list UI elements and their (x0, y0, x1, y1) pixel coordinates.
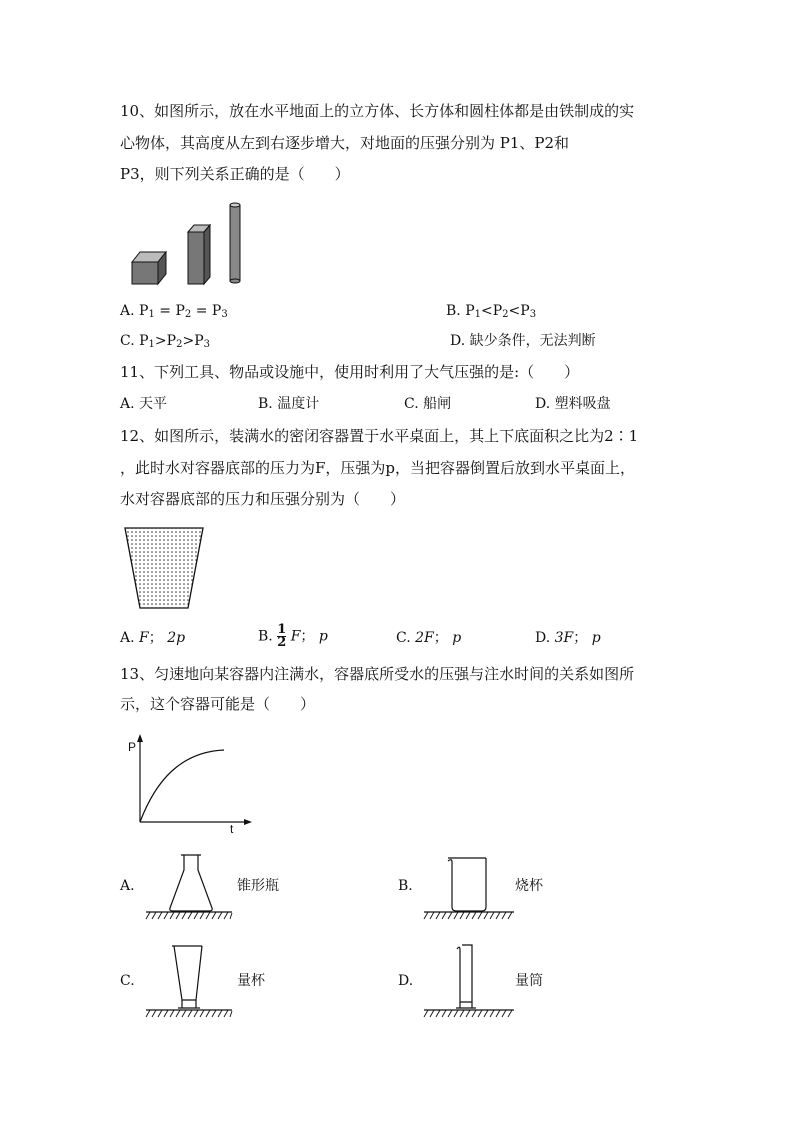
q12-option-b[interactable]: B. $\frac{1}{2}$ F； p (258, 622, 328, 650)
q12-line-1: 12、如图所示，装满水的密闭容器置于水平桌面上，其上下底面积之比为2∶1 (120, 427, 639, 445)
q10-option-c[interactable]: C. $P_1>P_2>P_3$ (120, 333, 210, 350)
graduated-cylinder-figure (424, 942, 514, 1022)
half-fraction: $\frac{1}{2}$ (277, 622, 287, 650)
trapezoid-container-figure (122, 526, 206, 610)
q10-option-d[interactable]: D. 缺少条件，无法判断 (450, 333, 596, 349)
q10-line-3: P3，则下列关系正确的是（ ） (120, 165, 350, 183)
q11-option-c[interactable]: C. 船闸 (404, 396, 452, 412)
q11-option-a[interactable]: A. 天平 (120, 396, 168, 412)
q10-line-1: 10、如图所示，放在水平地面上的立方体、长方体和圆柱体都是由铁制成的实 (120, 102, 635, 120)
solids-figure (128, 198, 248, 286)
pressure-time-graph (126, 732, 256, 836)
q10-line-2: 心物体，其高度从左到右逐步增大，对地面的压强分别为 P1、P2和 (120, 134, 570, 152)
q12-option-d[interactable]: D. 3F； p (535, 630, 601, 646)
q13-option-d-label[interactable]: D. (398, 973, 414, 989)
q13-option-a-name: 锥形瓶 (237, 878, 279, 894)
q13-option-c-label[interactable]: C. (120, 973, 135, 989)
graph-y-label: P (128, 740, 137, 754)
q12-line-2: ，此时水对容器底部的压力为F，压强为p，当把容器倒置后放到水平桌面上， (120, 459, 636, 477)
q13-option-d-name: 量筒 (515, 973, 543, 989)
q11-option-b[interactable]: B. 温度计 (258, 396, 320, 412)
conical-flask-figure (146, 852, 236, 922)
q13-line-1: 13、匀速地向某容器内注满水，容器底所受水的压强与注水时间的关系如图所 (120, 665, 635, 683)
beaker-figure (424, 852, 514, 922)
q12-option-c[interactable]: C. 2F； p (396, 630, 462, 646)
q10-option-b[interactable]: B. $P_1<P_2<P_3$ (446, 303, 537, 320)
measuring-cup-figure (146, 942, 236, 1022)
q11-option-d[interactable]: D. 塑料吸盘 (535, 396, 611, 412)
q12-option-a[interactable]: A. F； 2p (120, 630, 186, 646)
q13-option-b-label[interactable]: B. (398, 878, 413, 894)
q11-stem: 11、下列工具、物品或设施中，使用时利用了大气压强的是:（ ） (120, 363, 580, 381)
q10-option-a[interactable]: A. $P_1 = P_2 = P_3$ (120, 303, 228, 320)
q12-line-3: 水对容器底部的压力和压强分别为（ ） (120, 490, 406, 508)
graph-x-label: t (230, 822, 234, 836)
q13-option-c-name: 量杯 (237, 973, 265, 989)
q13-option-a-label[interactable]: A. (120, 878, 135, 894)
q13-line-2: 示，这个容器可能是（ ） (120, 695, 316, 713)
q13-option-b-name: 烧杯 (515, 878, 543, 894)
